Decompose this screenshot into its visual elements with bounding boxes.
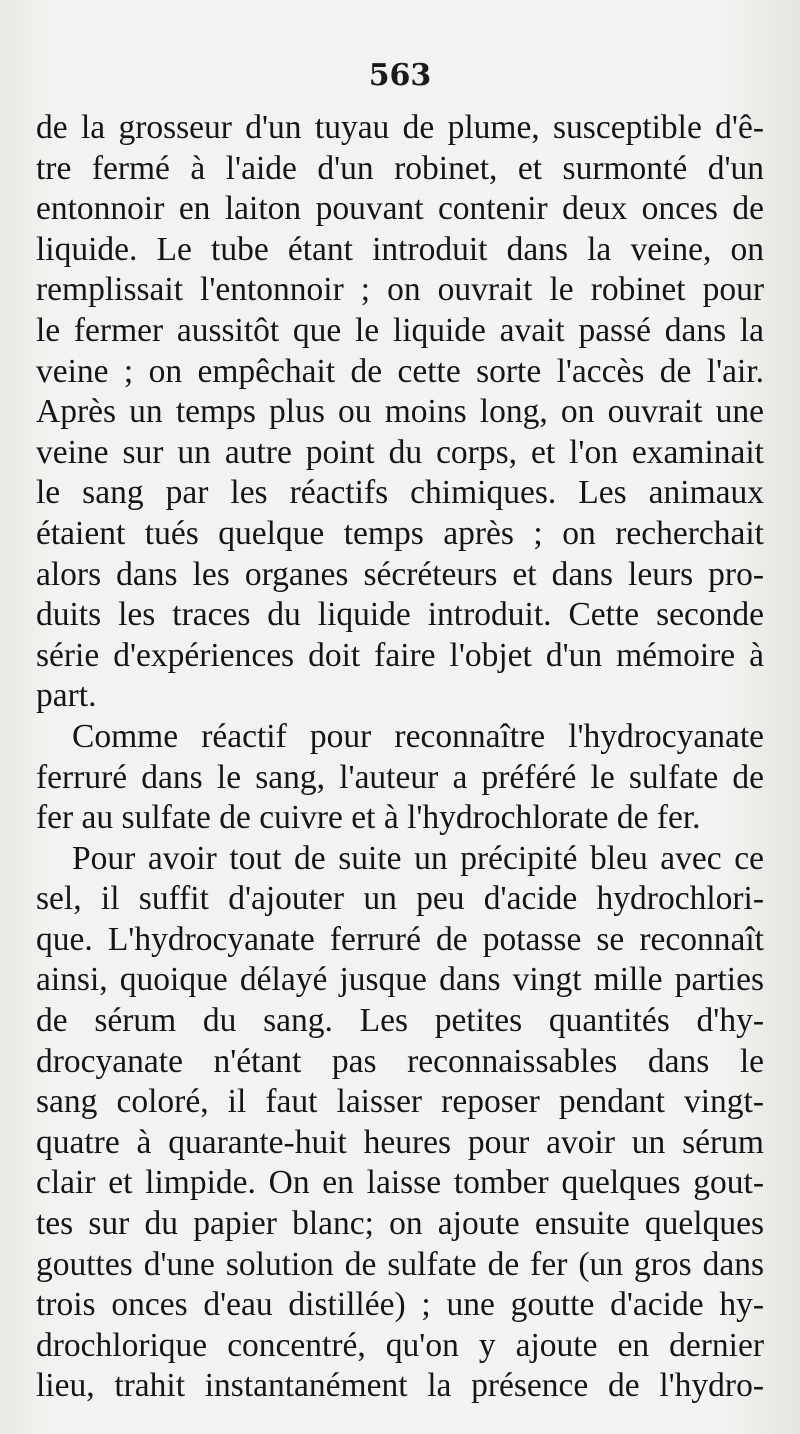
text-line: liquide. Le tube étant introduit dans la veine, on [36, 230, 764, 268]
text-line: alors dans les organes sécréteurs et dans leurs pro- [36, 555, 764, 593]
text-line: tre fermé à l'aide d'un robinet, et surmonté d'un [36, 149, 764, 187]
text-line: remplissait l'entonnoir ; on ouvrait le robinet pour [36, 271, 764, 309]
text-line: trois onces d'eau distillée) ; une goutte d'acide hy- [36, 1286, 764, 1324]
text-line: sang coloré, il faut laisser reposer pendant vingt- [36, 1083, 764, 1121]
text-line: veine sur un autre point du corps, et l'on examinait [36, 433, 764, 471]
text-line: gouttes d'une solution de sulfate de fer (un gros dans [36, 1245, 764, 1283]
text-line: clair et limpide. On en laisse tomber quelques gout- [36, 1164, 764, 1202]
text-line: Pour avoir tout de suite un précipité bleu avec ce [72, 839, 764, 877]
text-line: drochlorique concentré, qu'on y ajoute en dernier [36, 1326, 764, 1364]
text-line: de sérum du sang. Les petites quantités d'hy- [36, 1002, 764, 1040]
text-line: série d'expériences doit faire l'objet d'un mémoire à [36, 636, 764, 674]
text-line: de la grosseur d'un tuyau de plume, susceptible d'ê- [36, 109, 764, 146]
text-line: le sang par les réactifs chimiques. Les animaux [36, 474, 764, 512]
text-line: le fermer aussitôt que le liquide avait passé dans la [36, 311, 764, 349]
text-line: duits les traces du liquide introduit. Cette seconde [36, 596, 764, 634]
text-line: drocyanate n'étant pas reconnaissables dans le [36, 1042, 764, 1080]
text-line: tes sur du papier blanc; on ajoute ensuite quelques [36, 1205, 764, 1243]
text-line: quatre à quarante-huit heures pour avoir un sérum [36, 1123, 764, 1161]
text-line: veine ; on empêchait de cette sorte l'accès de l'air. [36, 352, 764, 390]
text-line: ainsi, quoique délayé jusque dans vingt mille parties [36, 961, 764, 999]
body-text [36, 108, 764, 1407]
text-line: entonnoir en laiton pouvant contenir deux onces de [36, 190, 764, 228]
page-number: 563 [368, 58, 432, 93]
text-line: lieu, trahit instantanément la présence de l'hydro- [36, 1367, 764, 1405]
text-line: Comme réactif pour reconnaître l'hydrocyanate [72, 717, 764, 755]
text-line: Après un temps plus ou moins long, on ouvrait une [36, 393, 764, 431]
text-line: étaient tués quelque temps après ; on recherchait [36, 514, 764, 552]
text-line: ferruré dans le sang, l'auteur a préféré le sulfate de [36, 758, 764, 796]
text-line: fer au sulfate de cuivre et à l'hydrochlorate de fer. [36, 799, 701, 837]
text-line: sel, il suffit d'ajouter un peu d'acide hydrochlori- [36, 880, 764, 918]
text-line: part. [36, 677, 97, 715]
text-line: que. L'hydrocyanate ferruré de potasse se reconnaît [36, 920, 764, 958]
